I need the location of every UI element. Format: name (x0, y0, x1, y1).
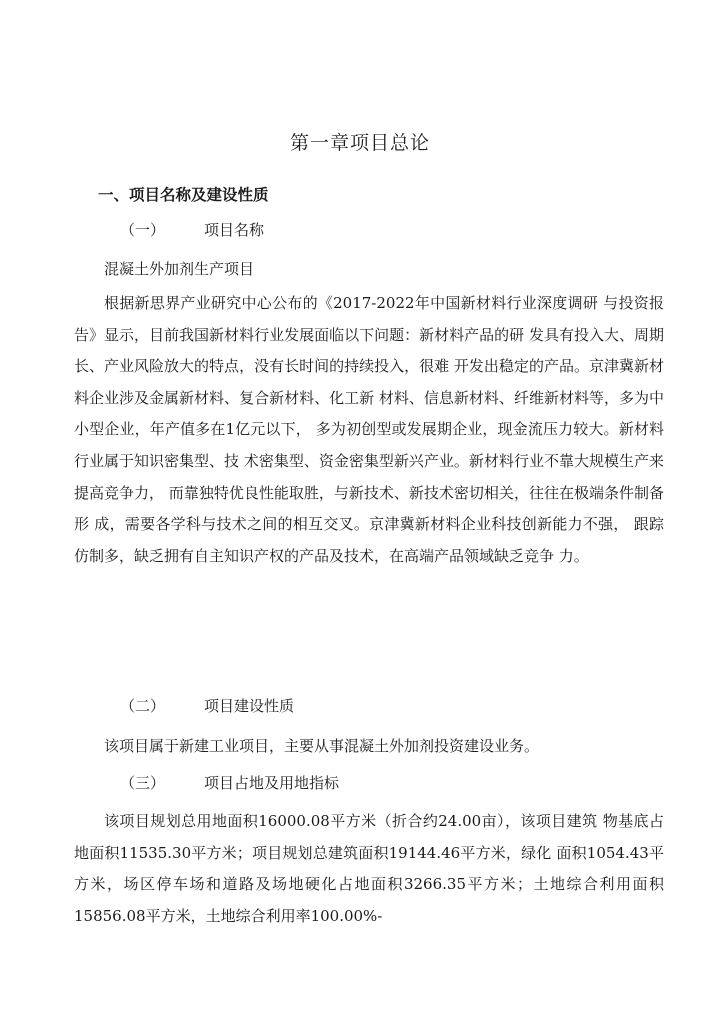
paragraph-industry-background: 根据新思界产业研究中心公布的《2017-2022年中国新材料行业深度调研 与投资报告》显示，目前我国新材料行业发展面临以下问题：新材料产品的研 发具有投入大、周期长、产业风险放大的特点，没有长时间的持续投入，很难 开发出稳定的产品。京津冀新材料企业涉及金属新材料、复合新材料、化工新 材料、信息新材料、纤维新材料等，多为中小型企业，年产值多在1亿元以下， 多为初创型或发展期企业，现金流压力较大。新材料行业属于知识密集型、技 术密集型、资金密集型新兴产业。新材料行业不靠大规模生产来提高竞争力， 而靠独特优良性能取胜，与新技术、新技术密切相关，往往在极端条件制备形 成，需要各学科与技术之间的相互交叉。京津冀新材料企业科技创新能力不强， 跟踪仿制多，缺乏拥有自主知识产权的产品及技术，在高端产品领域缺乏竞争 力。 (74, 294, 664, 565)
paragraph-land-use: 该项目规划总用地面积16000.08平方米（折合约24.00亩），该项目建筑 物基底占地面积11535.30平方米；项目规划总建筑面积19144.46平方米，绿化 面积1054.43平方米，场区停车场和道路及场地硬化占地面积3266.35平方米；土地综合利用面积15856.08平方米，土地综合利用率100.00%- (74, 812, 664, 925)
section-title: 一、项目名称及建设性质 (98, 185, 269, 204)
subsection-heading-3 (120, 772, 339, 793)
subsection-label: 项目建设性质 (204, 697, 295, 715)
project-name: 混凝土外加剂生产项目 (104, 260, 255, 278)
subsection-number: （二） (120, 697, 166, 715)
paragraph-construction-nature: 该项目属于新建工业项目，主要从事混凝土外加剂投资建设业务。 (104, 737, 540, 755)
subsection-heading-2 (120, 695, 294, 716)
subsection-number: （三） (120, 774, 166, 792)
chapter-title: 第一章项目总论 (289, 132, 430, 154)
subsection-label: 项目名称 (204, 221, 265, 239)
subsection-heading-1 (120, 219, 264, 240)
subsection-number: （一） (120, 221, 166, 239)
subsection-label: 项目占地及用地指标 (204, 774, 340, 792)
